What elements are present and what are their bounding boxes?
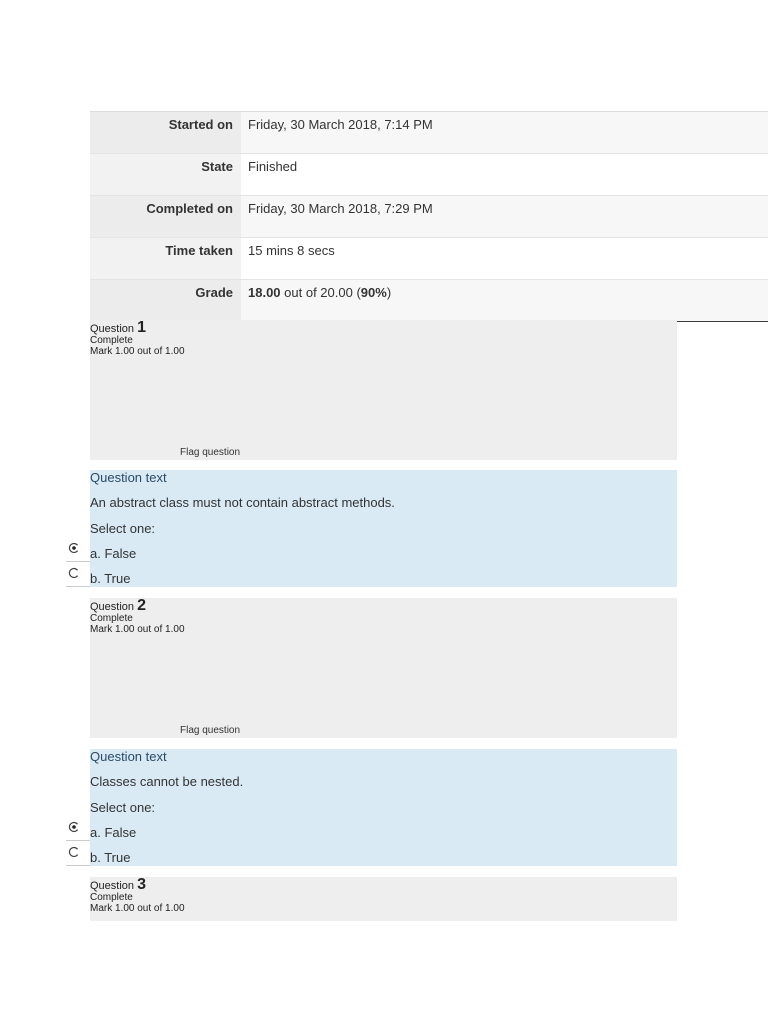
question-text-heading: Question text: [90, 749, 167, 764]
question-number: 3: [137, 876, 146, 893]
question-label: Question: [90, 880, 135, 892]
summary-row-grade: [90, 280, 768, 322]
summary-value: [241, 280, 768, 321]
question-3-info: [90, 877, 677, 921]
option-divider: [66, 840, 90, 841]
summary-label: State: [90, 154, 241, 195]
radio-option-a-selected[interactable]: [68, 542, 80, 554]
question-number: 1: [137, 319, 146, 336]
flag-question-link[interactable]: Flag question: [180, 725, 241, 736]
option-divider: [66, 561, 90, 562]
grade-close: ): [386, 285, 392, 300]
summary-row-started: [90, 112, 768, 154]
summary-label: Completed on: [90, 196, 241, 237]
radio-option-a-selected[interactable]: [68, 821, 80, 833]
summary-row-time-taken: [90, 238, 768, 280]
select-one-prompt: Select one:: [90, 800, 156, 815]
question-2-info: [90, 598, 677, 738]
summary-label: Time taken: [90, 238, 241, 279]
question-number: 2: [137, 597, 146, 614]
flag-question-link[interactable]: Flag question: [180, 447, 241, 458]
summary-value: Finished: [248, 159, 298, 174]
summary-row-completed: [90, 196, 768, 238]
radio-option-b[interactable]: [68, 567, 80, 579]
answer-option-a[interactable]: a. False: [90, 825, 137, 840]
question-mark: Mark 1.00 out of 1.00: [90, 346, 185, 357]
question-1-info: [90, 320, 677, 460]
question-text: Classes cannot be nested.: [90, 774, 244, 789]
question-1-content: [90, 470, 677, 587]
attempt-summary-table: [90, 111, 768, 322]
question-text: An abstract class must not contain abstract methods.: [90, 495, 395, 510]
question-mark: Mark 1.00 out of 1.00: [90, 624, 185, 635]
question-state: Complete: [90, 892, 133, 903]
option-divider: [66, 586, 90, 587]
question-text-heading: Question text: [90, 470, 167, 485]
question-mark: Mark 1.00 out of 1.00: [90, 903, 185, 914]
radio-option-b[interactable]: [68, 846, 80, 858]
question-state: Complete: [90, 613, 133, 624]
answer-option-a[interactable]: a. False: [90, 546, 137, 561]
question-label: Question: [90, 601, 135, 613]
select-one-prompt: Select one:: [90, 521, 156, 536]
grade-percent: 90%: [360, 285, 387, 300]
summary-label: Grade: [90, 280, 241, 321]
answer-option-b[interactable]: b. True: [90, 850, 131, 865]
summary-value: Friday, 30 March 2018, 7:29 PM: [241, 196, 768, 237]
question-2-content: [90, 749, 677, 866]
summary-label: Started on: [90, 112, 241, 153]
question-state: Complete: [90, 335, 133, 346]
answer-option-b[interactable]: b. True: [90, 571, 131, 586]
option-divider: [66, 865, 90, 866]
grade-score: 18.00: [248, 285, 281, 300]
grade-out-of: out of 20.00 (: [280, 285, 361, 300]
summary-value: 15 mins 8 secs: [248, 243, 335, 258]
summary-row-state: [90, 154, 768, 196]
question-label: Question: [90, 323, 135, 335]
summary-value: Friday, 30 March 2018, 7:14 PM: [241, 112, 768, 153]
